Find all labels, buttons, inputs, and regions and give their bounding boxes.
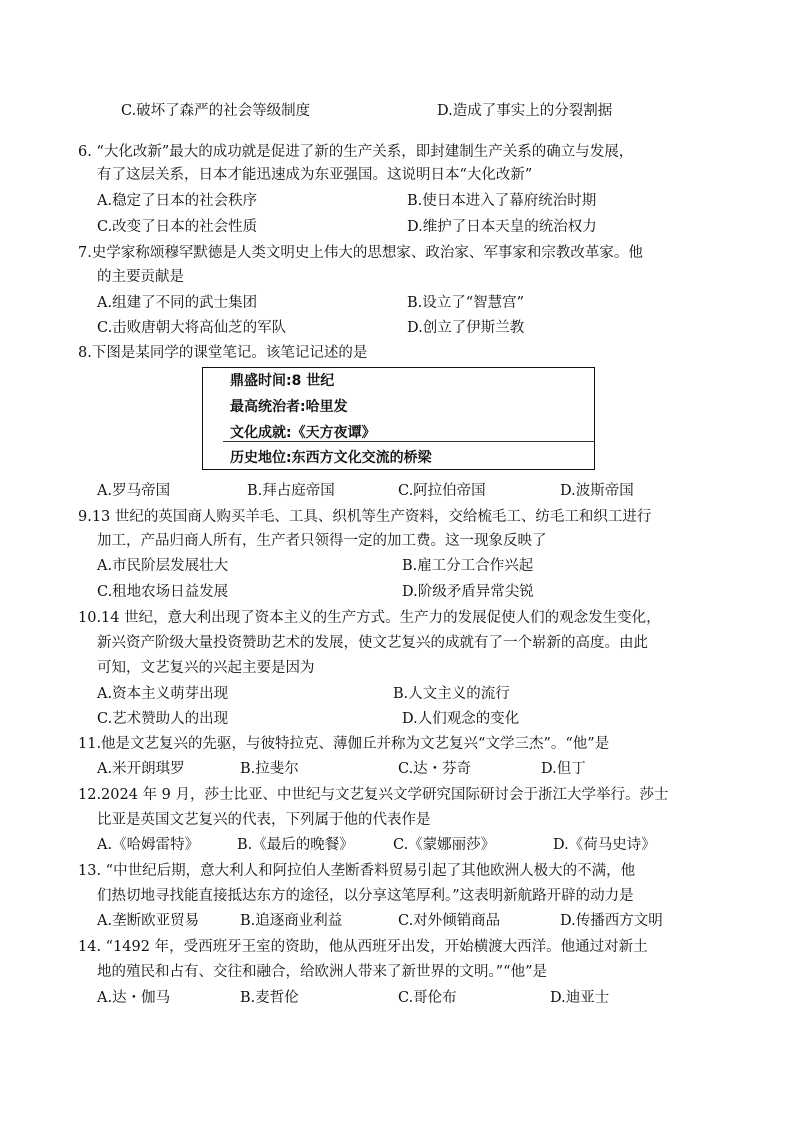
class-note-box [202,367,595,470]
q14-option-d: D.迪亚士 [550,990,610,1006]
q8-option-a: A.罗马帝国 [97,483,171,499]
q7-option-b: B.设立了“智慧宫” [407,295,525,311]
q10-stem-line-1: 10.14 世纪，意大利出现了资本主义的生产方式。生产力的发展促使人们的观念发生变化， [78,610,661,626]
q6-option-a: A.稳定了日本的社会秩序 [97,193,258,209]
q12-option-c: C.《蒙娜丽莎》 [393,837,496,853]
q14-option-c: C.哥伦布 [398,990,457,1006]
note-cultural-achievement: 文化成就:《天方夜谭》 [230,425,376,441]
q11-option-c: C.达・芬奇 [398,761,472,777]
q10-option-c: C.艺术赞助人的出现 [97,711,229,727]
q12-stem-line-2: 比亚是英国文艺复兴的代表，下列属于他的代表作是 [97,812,431,828]
q14-option-b: B.麦哲伦 [240,990,299,1006]
note-historical-status: 历史地位:东西方文化交流的桥梁 [230,450,432,466]
q8-stem: 8.下图是某同学的课堂笔记。该笔记记述的是 [78,345,368,361]
q8-option-b: B.拜占庭帝国 [247,483,335,499]
q7-option-c: C.击败唐朝大将高仙芝的军队 [97,320,287,336]
q13-option-b: B.追逐商业利益 [240,913,343,929]
q12-option-d: D.《荷马史诗》 [553,837,656,853]
note-peak-period: 鼎盛时间:8 世纪 [230,373,335,389]
q13-option-c: C.对外倾销商品 [398,913,501,929]
q9-option-d: D.阶级矛盾异常尖锐 [402,584,534,600]
q5-option-c: C.破坏了森严的社会等级制度 [121,103,311,119]
q6-option-c: C.改变了日本的社会性质 [97,219,258,235]
q10-option-d: D.人们观念的变化 [402,711,520,727]
q6-stem-line-2: 有了这层关系，日本才能迅速成为东亚强国。这说明日本“大化改新” [97,167,533,183]
q11-option-a: A.米开朗琪罗 [97,761,185,777]
q12-stem-line-1: 12.2024 年 9 月，莎士比亚、中世纪与文艺复兴文学研究国际研讨会于浙江大学举行。莎士 [78,787,669,803]
q13-stem-line-2: 们热切地寻找能直接抵达东方的途径，以分享这笔厚利。”这表明新航路开辟的动力是 [97,888,634,904]
q9-stem-line-1: 9.13 世纪的英国商人购买羊毛、工具、织机等生产资料，交给梳毛工、纺毛工和织工进行 [78,509,652,525]
q9-option-a: A.市民阶层发展壮大 [97,558,229,574]
q6-stem-line-1: 6. “大化改新”最大的成功就是促进了新的生产关系，即封建制生产关系的确立与发展， [78,144,634,160]
q7-option-d: D.创立了伊斯兰教 [407,320,525,336]
q10-stem-line-2: 新兴资产阶级大量投资赞助艺术的发展，使文艺复兴的成就有了一个崭新的高度。由此 [97,635,648,651]
q13-stem-line-1: 13. “中世纪后期，意大利人和阿拉伯人垄断香料贸易引起了其他欧洲人极大的不满，他 [78,863,636,879]
note-divider [223,441,594,442]
q11-option-b: B.拉斐尔 [240,761,299,777]
q13-option-a: A.垄断欧亚贸易 [97,913,200,929]
q14-option-a: A.达・伽马 [97,990,171,1006]
q10-option-b: B.人文主义的流行 [393,686,510,702]
q6-option-d: D.维护了日本天皇的统治权力 [407,219,597,235]
q13-option-d: D.传播西方文明 [560,913,663,929]
q10-stem-line-3: 可知，文艺复兴的兴起主要是因为 [97,660,315,676]
q10-option-a: A.资本主义萌芽出现 [97,686,229,702]
q7-stem-line-2: 的主要贡献是 [97,269,184,285]
q5-option-d: D.造成了事实上的分裂割据 [437,103,613,119]
q12-option-a: A.《哈姆雷特》 [97,837,200,853]
q8-option-d: D.波斯帝国 [560,483,634,499]
q9-option-c: C.租地农场日益发展 [97,584,229,600]
q7-stem-line-1: 7.史学家称颂穆罕默德是人类文明史上伟大的思想家、政治家、军事家和宗教改革家。他 [78,245,643,261]
q8-option-c: C.阿拉伯帝国 [398,483,486,499]
q9-stem-line-2: 加工，产品归商人所有，生产者只领得一定的加工费。这一现象反映了 [97,533,547,549]
note-supreme-ruler: 最高统治者:哈里发 [230,399,348,415]
q14-stem-line-1: 14. “1492 年，受西班牙王室的资助，他从西班牙出发，开始横渡大西洋。他通过对新土 [78,939,648,955]
q11-stem: 11.他是文艺复兴的先驱，与彼特拉克、薄伽丘并称为文艺复兴“文学三杰”。“他”是 [78,736,610,752]
q14-stem-line-2: 地的殖民和占有、交往和融合，给欧洲人带来了新世界的文明。”“他”是 [97,964,547,980]
q6-option-b: B.使日本进入了幕府统治时期 [407,193,597,209]
q11-option-d: D.但丁 [541,761,586,777]
q7-option-a: A.组建了不同的武士集团 [97,295,258,311]
q12-option-b: B.《最后的晚餐》 [237,837,354,853]
q9-option-b: B.雇工分工合作兴起 [402,558,534,574]
